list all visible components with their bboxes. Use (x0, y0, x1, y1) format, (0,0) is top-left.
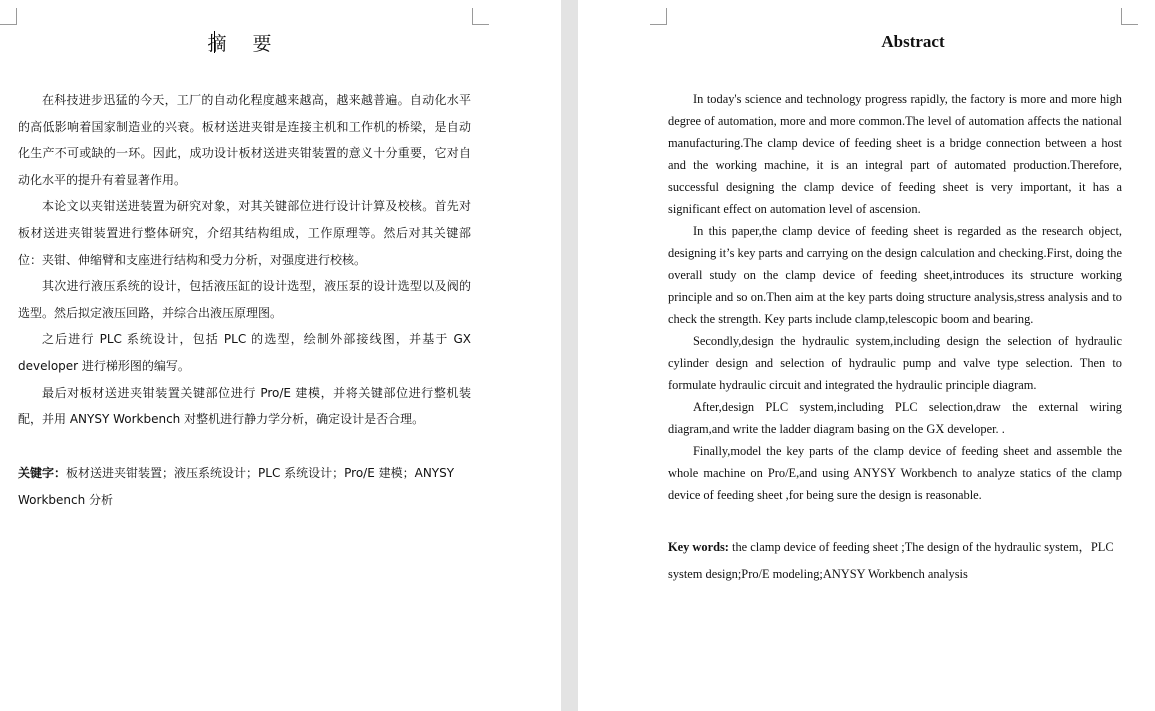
crop-mark-top-right (1121, 8, 1138, 25)
paragraph: 之后进行 PLC 系统设计，包括 PLC 的选型，绘制外部接线图，并基于 GX developer 进行梯形图的编写。 (18, 332, 471, 373)
keywords-label: Key words: (668, 540, 729, 554)
paragraph: 最后对板材送进夹钳装置关键部位进行 Pro/E 建模，并将关键部位进行整机装配，并用 ANYSY Workbench 对整机进行静力学分析，确定设计是否合理。 (18, 385, 471, 427)
paragraph: In today's science and technology progress rapidly, the factory is more and more high degree of automation, more and more common.The level of automation affects the national manufacturing.The clamp device of feeding sheet is a bridge connection between a host and the working machine, it is an integral part of automated production.Therefore, successful designing the clamp device of feeding sheet is very important, it has a significant effect on automation level of ascension. (668, 92, 1122, 216)
paragraph: After,design PLC system,including PLC selection,draw the external wiring diagram,and write the ladder diagram basing on the GX developer. . (668, 400, 1122, 436)
paragraph: In this paper,the clamp device of feeding sheet is regarded as the research object, designing it’s key parts and carrying on the design calculation and checking.First, doing the overall study on the clamp device of feeding sheet,introduces its structure working principle and so on.Then aim at the key parts doing structure analysis,stress analysis and to check the strength. Key parts include clamp,telescopic boom and bearing. (668, 224, 1122, 326)
keywords-label: 关键字： (18, 466, 67, 480)
page-title: 摘 要 (207, 33, 282, 55)
paragraph: 其次进行液压系统的设计，包括液压缸的设计选型，液压泵的设计选型以及阀的选型。然后拟定液压回路，并综合出液压原理图。 (18, 279, 471, 320)
keywords-section (18, 460, 471, 513)
crop-mark-top-left (0, 8, 17, 25)
keywords-text: 板材送进夹钳装置；液压系统设计；PLC 系统设计；Pro/E 建模；ANYSY Workbench 分析 (18, 466, 455, 507)
crop-mark-top-left (650, 8, 667, 25)
crop-mark-top-right (472, 8, 489, 25)
paragraph: 在科技进步迅猛的今天，工厂的自动化程度越来越高，越来越普遍。自动化水平的高低影响着国家制造业的兴衰。板材送进夹钳是连接主机和工作机的桥梁，是自动化生产不可或缺的一环。因此，成功设计板材送进夹钳装置的意义十分重要，它对自动化水平的提升有着显著作用。 (18, 93, 471, 187)
keywords-section (668, 534, 1122, 588)
paragraph: 本论文以夹钳送进装置为研究对象，对其关键部位进行设计计算及校核。首先对板材送进夹钳装置进行整体研究，介绍其结构组成，工作原理等。然后对其关键部位：夹钳、伸缩臂和支座进行结构和受力分析，对强度进行校核。 (18, 199, 471, 267)
paragraph: Finally,model the key parts of the clamp device of feeding sheet and assemble the whole machine on Pro/E,and using ANYSY Workbench to analyze statics of the clamp device of feeding sheet ,for being sure the design is reasonable. (668, 444, 1122, 502)
page-english-abstract[interactable] (578, 0, 1155, 711)
page-title: Abstract (881, 32, 945, 51)
keywords-text: the clamp device of feeding sheet ;The design of the hydraulic system，PLC system design;Pro/E modeling;ANYSY Workbench analysis (668, 540, 1114, 581)
page-chinese-abstract[interactable] (0, 0, 561, 711)
abstract-body[interactable] (18, 87, 471, 433)
abstract-body[interactable] (668, 88, 1122, 506)
paragraph: Secondly,design the hydraulic system,including design the selection of hydraulic cylinder design and selection of hydraulic pump and valve type selection. Then to formulate hydraulic circuit and integrated the hydraulic principle diagram. (668, 334, 1122, 392)
